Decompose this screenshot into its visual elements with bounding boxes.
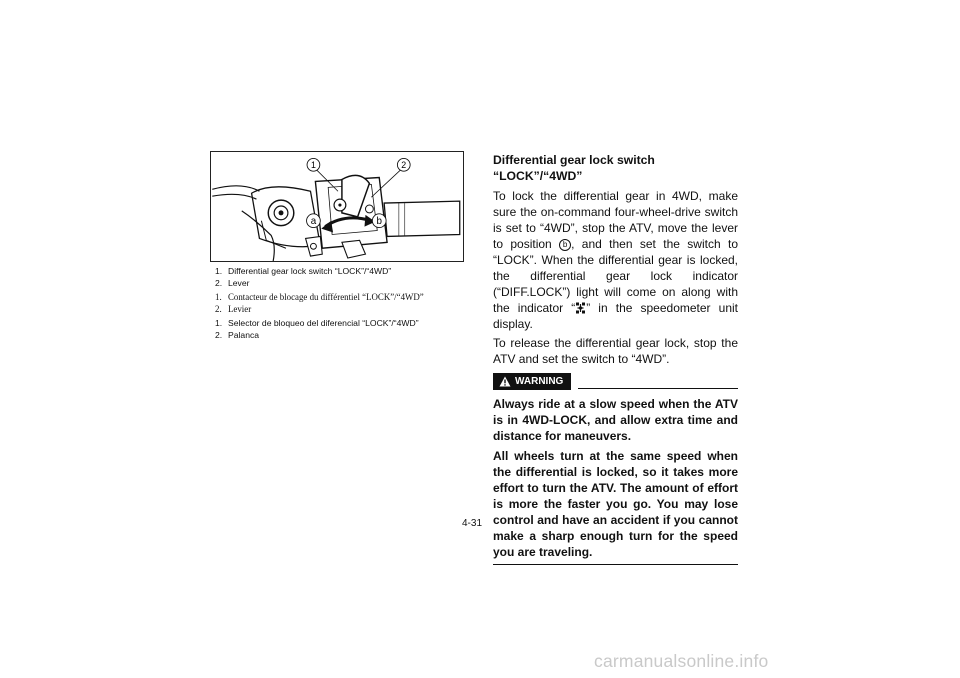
- page-number: 4-31: [462, 518, 483, 529]
- caption-item: 1. Differential gear lock switch “LOCK”/“4WD”: [215, 266, 392, 276]
- caption-item: 2. Palanca: [215, 329, 260, 340]
- captions-spanish: [215, 318, 475, 341]
- position-b-marker: [372, 214, 386, 228]
- callout-1: [307, 158, 320, 171]
- position-a-marker: [307, 214, 321, 228]
- warning-end-rule: [493, 564, 738, 565]
- warning-badge: WARNING: [493, 373, 571, 390]
- section-heading: Differential gear lock switch “LOCK”/“4WD”: [493, 153, 655, 183]
- figure-captions: [215, 266, 475, 344]
- caption-item: 1. Selector de bloqueo del diferencial “LOCK”/“4WD”: [215, 318, 419, 328]
- release-instructions: To release the differential gear lock, stop the ATV and set the switch to “4WD”.: [493, 336, 738, 366]
- lock-instructions: To lock the differential gear in 4WD, make sure the on-command four-wheel-drive switch is set to “4WD”, stop the ATV, move the lever to position b , and then set the switch to “LOCK”. When the differential gear is locked, the differential gear lock indicator (“DIFF.LOCK”) light will come on along with the indicator “ ” in the speedometer unit display.: [493, 189, 738, 331]
- captions-french: [215, 292, 475, 315]
- lever-illustration: [210, 151, 464, 262]
- caption-item: 1. Contacteur de blocage du différentiel “LOCK”/“4WD”: [215, 292, 424, 302]
- svg-text:1: 1: [310, 160, 316, 171]
- watermark: carmanualsonline.info: [594, 651, 769, 671]
- warning-rule: [578, 388, 738, 389]
- svg-text:a: a: [310, 216, 317, 228]
- svg-text:b: b: [376, 216, 382, 228]
- svg-text:2: 2: [401, 160, 407, 171]
- handlebar-drawing: [211, 152, 463, 261]
- warning-triangle-icon: [499, 376, 511, 387]
- captions-english: [215, 266, 475, 289]
- callout-2: [397, 158, 410, 171]
- caption-item: 2. Levier: [215, 303, 252, 314]
- diff-lock-indicator-icon: [575, 302, 586, 314]
- warning-header: [493, 373, 738, 390]
- warning-text-1: Always ride at a slow speed when the ATV is in 4WD-LOCK, and allow extra time and distance for maneuvers.: [493, 397, 738, 443]
- warning-text-2: All wheels turn at the same speed when the differential is locked, so it takes more effort to turn the ATV. The amount of effort is more the faster you go. You may lose control and have an accident if you cannot make a sharp enough turn for the speed you are traveling.: [493, 449, 738, 559]
- instruction-column: [493, 150, 738, 565]
- caption-item: 2. Lever: [215, 277, 250, 288]
- position-b-symbol: b: [559, 239, 571, 251]
